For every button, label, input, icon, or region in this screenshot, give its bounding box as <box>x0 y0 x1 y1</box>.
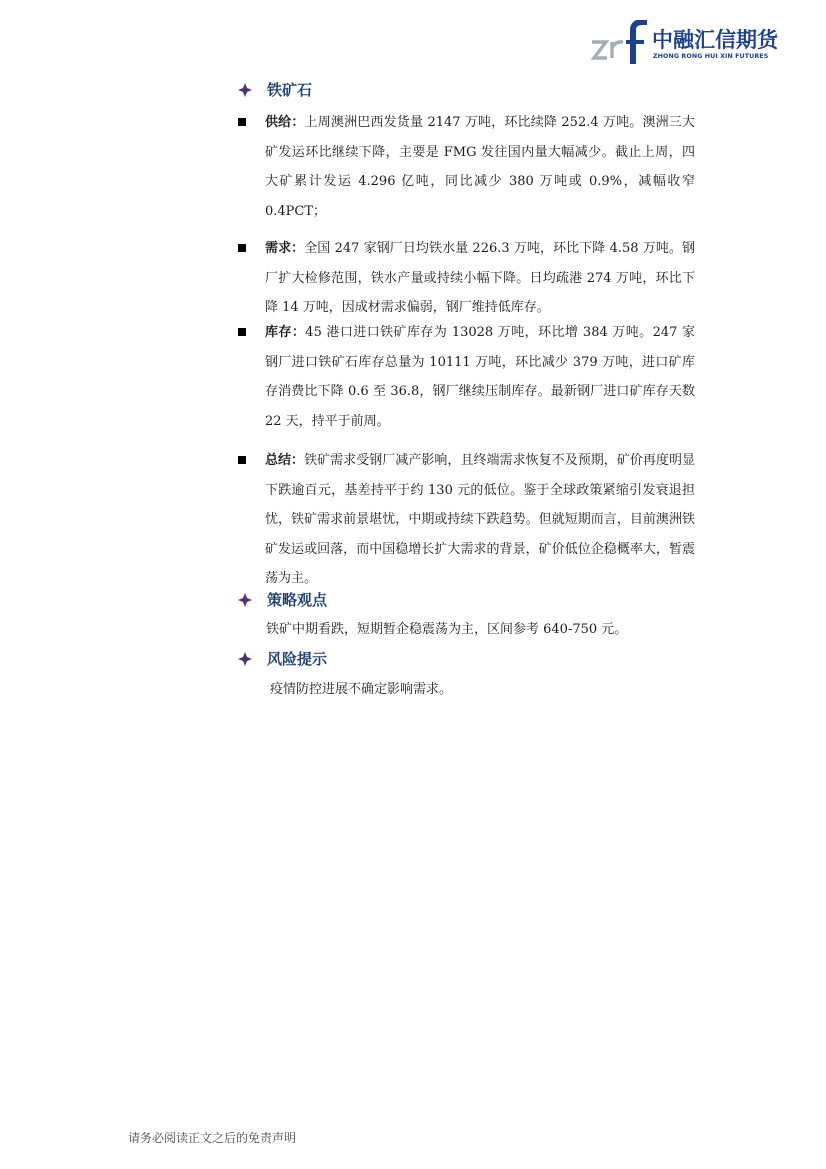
diamond-bullet-icon <box>238 652 252 666</box>
square-bullet-icon <box>238 456 246 464</box>
bullet-demand <box>238 234 698 324</box>
section-title: 铁矿石 <box>267 81 313 99</box>
section-title: 风险提示 <box>267 650 328 668</box>
bullet-body: 全国 247 家钢厂日均铁水量 226.3 万吨，环比下降 4.58 万吨。钢厂扩大检修范围，铁水产量或持续小幅下降。日均疏港 274 万吨，环比下降 14 万吨，因成材需求偏弱，钢厂维持低库存。 <box>265 241 695 315</box>
bullet-body: 45 港口进口铁矿库存为 13028 万吨，环比增 384 万吨。247 家钢厂进口铁矿石库存总量为 10111 万吨，环比减少 379 万吨，进口矿库存消费比下降 0.6 至 36.8，钢厂继续压制库存。最新钢厂进口矿库存天数 22 天，持平于前周。 <box>265 325 695 429</box>
bullet-summary <box>238 446 698 586</box>
risk-text: 疫情防控进展不确定影响需求。 <box>270 682 453 697</box>
bullet-label: 需求： <box>265 241 305 256</box>
company-logo <box>590 20 780 65</box>
logo-chinese-name: 中融汇信期货 <box>652 28 778 52</box>
diamond-bullet-icon <box>238 593 252 607</box>
strategy-text: 铁矿中期看跌，短期暂企稳震荡为主，区间参考 640-750 元。 <box>266 622 628 637</box>
bullet-body: 上周澳洲巴西发货量 2147 万吨，环比续降 252.4 万吨。澳洲三大矿发运环比继续下降，主要是 FMG 发往国内量大幅减少。截止上周，四大矿累计发运 4.296 亿吨，同比减少 380 万吨或 0.9%，减幅收窄 0.4PCT； <box>265 115 695 219</box>
footer-disclaimer: 请务必阅读正文之后的免责声明 <box>128 1131 297 1145</box>
bullet-text <box>265 446 695 594</box>
logo-english-name: ZHONG RONG HUI XIN FUTURES <box>653 53 769 60</box>
bullet-label: 总结： <box>265 453 305 468</box>
bullet-body: 铁矿需求受钢厂减产影响，且终端需求恢复不及预期，矿价再度明显下跌逾百元，基差持平于约 130 元的低位。鉴于全球政策紧缩引发衰退担忧，铁矿需求前景堪忧，中期或持续下跌趋势。但就短期而言，目前澳洲铁矿发运或回落，而中国稳增长扩大需求的背景，矿价低位企稳概率大，暂震荡为主。 <box>265 453 695 586</box>
bullet-text <box>265 234 695 323</box>
bullet-text <box>265 108 695 226</box>
bullet-text <box>265 318 695 436</box>
section-title: 策略观点 <box>267 591 328 609</box>
zrf-logo-mark <box>590 20 648 64</box>
bullet-inventory <box>238 318 698 438</box>
bullet-label: 供给： <box>265 115 305 130</box>
square-bullet-icon <box>238 118 246 126</box>
square-bullet-icon <box>238 244 246 252</box>
bullet-supply <box>238 108 698 228</box>
bullet-label: 库存： <box>265 325 306 340</box>
square-bullet-icon <box>238 328 246 336</box>
diamond-bullet-icon <box>238 83 252 97</box>
